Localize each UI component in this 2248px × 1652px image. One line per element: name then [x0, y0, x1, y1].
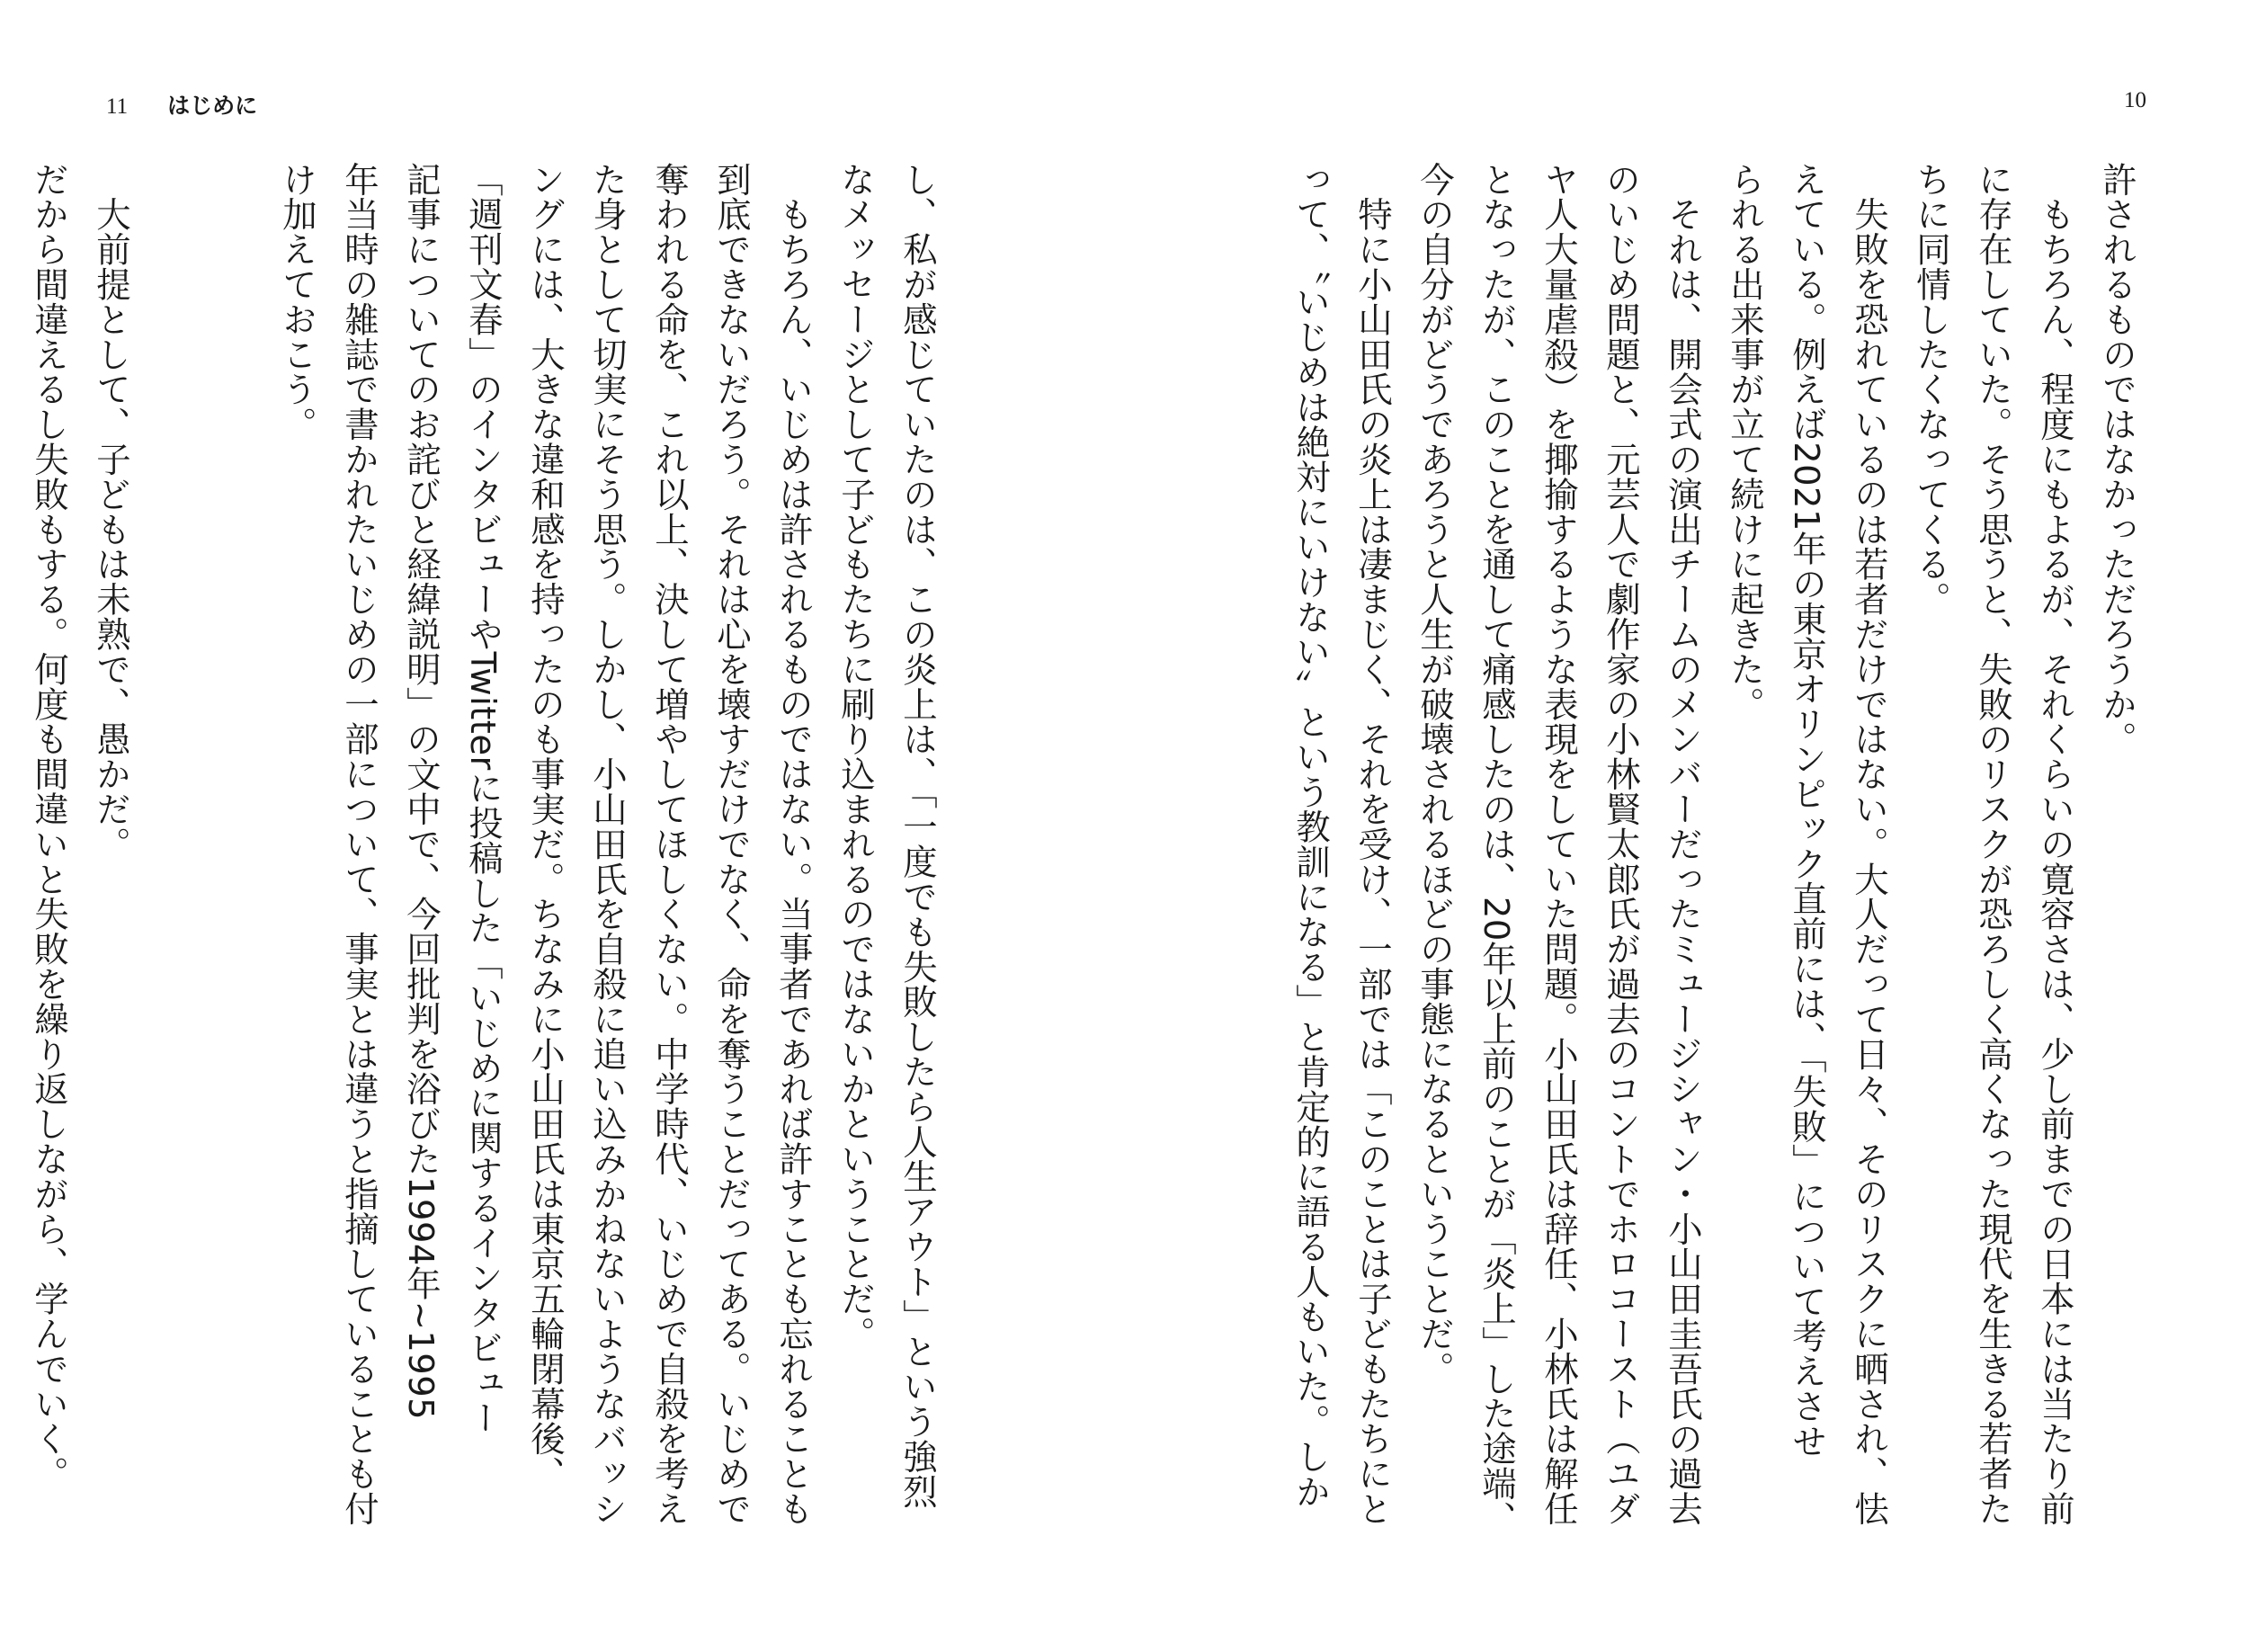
body-line: ングには、大きな違和感を持ったのも事実だ。ちなみに小山田氏は東京五輪閉幕後、	[524, 162, 565, 1492]
body-line: 今の自分がどうであろうと人生が破壊されるほどの事態になるということだ。	[1414, 162, 1454, 1387]
body-line: となったが、このことを通して痛感したのは、20年以上前のことが「炎上」した途端、	[1476, 162, 1516, 1537]
body-line: に存在していた。そう思うと、失敗のリスクが恐ろしく高くなった現代を生きる若者た	[1972, 162, 2012, 1527]
body-line: それは、開会式の演出チームのメンバーだったミュージシャン・小山田圭吾氏の過去	[1662, 162, 1702, 1527]
body-line: なメッセージとして子どもたちに刷り込まれるのではないかということだ。	[834, 162, 875, 1352]
body-line: えている。例えば2021年の東京オリンピック直前には、「失敗」について考えさせ	[1786, 162, 1826, 1460]
body-line: 失敗を恐れているのは若者だけではない。大人だって日々、そのリスクに晒され、怯	[1848, 162, 1888, 1527]
body-line: た身として切実にそう思う。しかし、小山田氏を自殺に追い込みかねないようなバッシ	[586, 162, 627, 1527]
body-line: って、〝いじめは絶対にいけない〟という教訓になる」と肯定的に語る人もいた。しか	[1289, 162, 1330, 1509]
body-line: 大前提として、子どもは未熟で、愚かだ。	[90, 162, 130, 862]
left-page-body	[28, 162, 948, 1527]
right-page-body	[1289, 162, 2147, 1537]
body-line: 奪われる命を、これ以上、決して増やしてほしくない。中学時代、いじめで自殺を考え	[648, 162, 689, 1527]
body-line: ちに同情したくなってくる。	[1910, 162, 1950, 617]
body-line: ヤ人大量虐殺）を揶揄するような表現をしていた問題。小山田氏は辞任、小林氏は解任	[1538, 162, 1578, 1527]
body-line: 特に小山田氏の炎上は凄まじく、それを受け、一部では「このことは子どもたちにと	[1351, 162, 1392, 1527]
page-number-left: 11	[106, 94, 129, 119]
body-line: 到底できないだろう。それは心を壊すだけでなく、命を奪うことだってある。いじめで	[710, 162, 751, 1527]
body-line: だから間違えるし失敗もする。何度も間違いと失敗を繰り返しながら、学んでいく。	[28, 162, 68, 1492]
body-line: け加えておこう。	[276, 162, 317, 442]
body-line: 記事についてのお詫びと経緯説明」の文中で、今回批判を浴びた1994年~1995	[400, 162, 441, 1421]
section-break	[141, 162, 265, 1385]
body-line: もちろん、程度にもよるが、それくらいの寛容さは、少し前までの日本には当たり前	[2034, 162, 2074, 1527]
body-line: のいじめ問題と、元芸人で劇作家の小林賢太郎氏が過去のコントでホロコースト（ユダ	[1600, 162, 1640, 1527]
body-line: られる出来事が立て続けに起きた。	[1724, 162, 1764, 722]
running-head: はじめに	[167, 93, 258, 119]
left-page-header	[106, 88, 257, 121]
right-page	[1124, 0, 2248, 1652]
body-line: もちろん、いじめは許されるものではない。当事者であれば許すことも忘れることも	[772, 162, 813, 1527]
page-number-right: 10	[2124, 88, 2146, 112]
body-line: 許されるものではなかっただろうか。	[2096, 162, 2136, 757]
body-line: し、私が感じていたのは、この炎上は、「一度でも失敗したら人生アウト」という強烈	[897, 162, 937, 1509]
body-line: 年当時の雑誌で書かれたいじめの一部について、事実とは違うと指摘していることも付	[338, 162, 379, 1527]
body-line: 「週刊文春」のインタビューやTwitterに投稿した「いじめに関するインタビュー	[462, 162, 503, 1435]
